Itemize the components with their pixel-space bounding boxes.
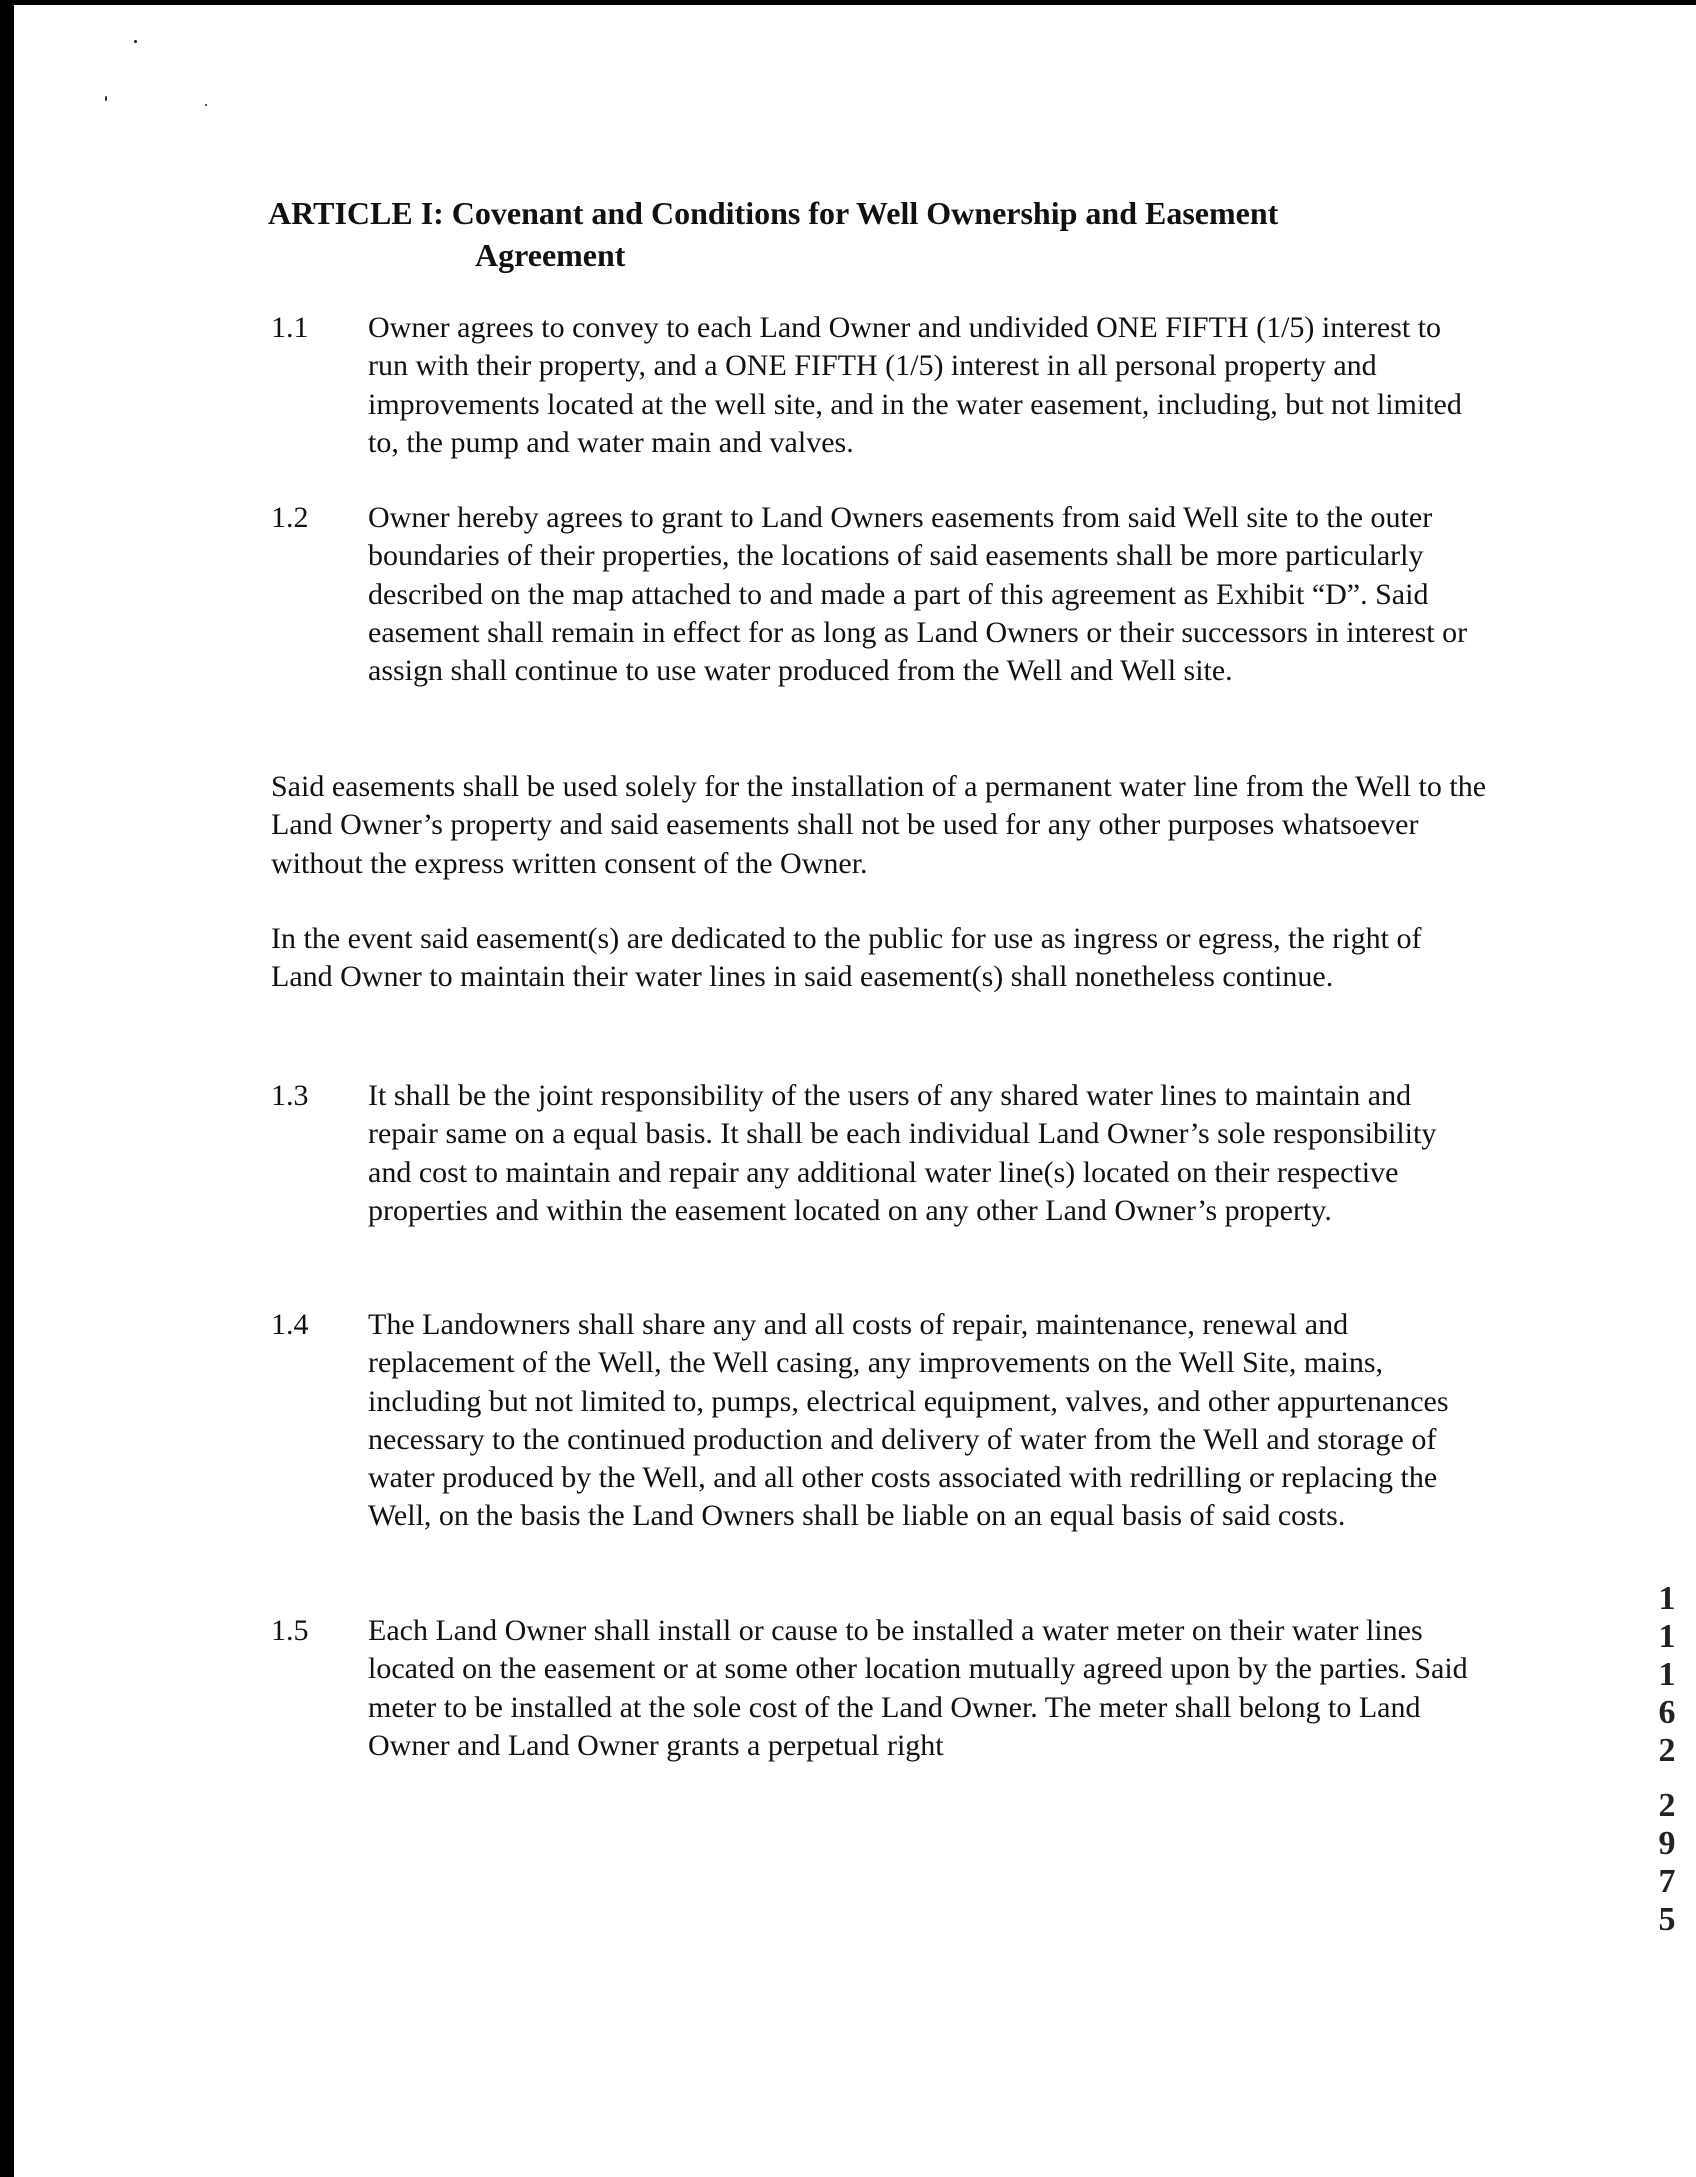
scan-speck bbox=[134, 40, 137, 43]
margin-record-number-1 bbox=[1652, 1580, 1682, 1770]
margin-digit: 7 bbox=[1658, 1863, 1676, 1900]
section-1-2 bbox=[271, 499, 1486, 690]
section-1-3 bbox=[271, 1077, 1486, 1230]
section-1-4 bbox=[271, 1306, 1486, 1536]
margin-digit: 1 bbox=[1658, 1580, 1676, 1617]
section-text: The Landowners shall share any and all costs of repair, maintenance, renewal and replacement of the Well, the Well casing, any improvements on the Well Site, mains, including but not limited to, pumps, electrical equipment, valves, and other appurtenances necessary to the continued production and delivery of water from the Well and storage of water produced by the Well, and all other costs associated with redrilling or replacing the Well, on the basis the Land Owners shall be liable on an equal basis of said costs. bbox=[368, 1308, 1449, 1533]
margin-digit: 2 bbox=[1658, 1787, 1676, 1824]
margin-digit: 1 bbox=[1658, 1618, 1676, 1655]
margin-digit: 2 bbox=[1658, 1732, 1676, 1769]
section-number: 1.2 bbox=[271, 501, 309, 534]
scan-top-border bbox=[0, 0, 1696, 5]
easement-use-paragraph: Said easements shall be used solely for the installation of a permanent water line from the Well to the Land Owner’s property and said easements shall not be used for any other purposes whatsoever without the express written consent of the Owner. bbox=[271, 770, 1487, 880]
margin-digit: 9 bbox=[1658, 1825, 1676, 1862]
article-title bbox=[268, 192, 1278, 276]
section-number: 1.1 bbox=[271, 311, 309, 344]
margin-digit: 1 bbox=[1658, 1656, 1676, 1693]
section-number: 1.4 bbox=[271, 1308, 309, 1341]
section-text: It shall be the joint responsibility of the users of any shared water lines to maintain and repair same on a equal basis. It shall be each individual Land Owner’s sole responsibility and cost to maintain and repair any additional water line(s) located on their respective properties and within the easement located on any other Land Owner’s property. bbox=[368, 1079, 1437, 1227]
article-title-line2: Agreement bbox=[475, 237, 626, 273]
scan-left-border bbox=[0, 0, 14, 2177]
public-dedication-paragraph: In the event said easement(s) are dedicated to the public for use as ingress or egress, the right of Land Owner to maintain their water lines in said easement(s) shall nonetheless continue. bbox=[271, 922, 1422, 994]
scan-speck bbox=[205, 104, 207, 106]
margin-record-number-2 bbox=[1652, 1787, 1682, 1939]
margin-digit: 6 bbox=[1658, 1694, 1676, 1731]
margin-digit: 5 bbox=[1658, 1901, 1676, 1938]
section-text: Owner agrees to convey to each Land Owner and undivided ONE FIFTH (1/5) interest to run with their property, and a ONE FIFTH (1/5) interest in all personal property and improvements located at the well site, and in the water easement, including, but not limited to, the pump and water main and valves. bbox=[368, 311, 1462, 459]
section-1-1 bbox=[271, 309, 1486, 462]
section-text: Owner hereby agrees to grant to Land Owners easements from said Well site to the outer boundaries of their properties, the locations of said easements shall be more particularly described on the map attached to and made a part of this agreement as Exhibit “D”. Said easement shall remain in effect for as long as Land Owners or their successors in interest or assign shall continue to use water produced from the Well and Well site. bbox=[368, 501, 1468, 688]
section-number: 1.3 bbox=[271, 1079, 309, 1112]
section-1-5 bbox=[271, 1612, 1486, 1765]
article-title-line1: ARTICLE I: Covenant and Conditions for Well Ownership and Easement bbox=[268, 195, 1279, 231]
scan-speck bbox=[105, 96, 107, 101]
section-number: 1.5 bbox=[271, 1614, 309, 1647]
section-text: Each Land Owner shall install or cause to be installed a water meter on their water lines located on the easement or at some other location mutually agreed upon by the parties. Said meter to be installed at the sole cost of the Land Owner. The meter shall belong to Land Owner and Land Owner grants a perpetual right bbox=[368, 1614, 1468, 1762]
